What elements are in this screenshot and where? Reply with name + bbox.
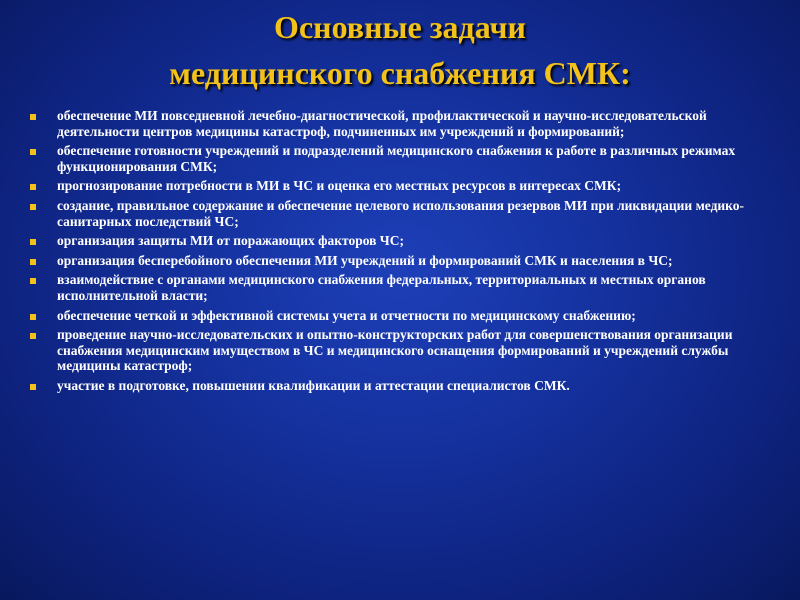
bullet-list — [0, 108, 800, 398]
square-bullet-icon — [30, 239, 36, 245]
slide-title-line-2: медицинского снабжения СМК: — [169, 55, 631, 91]
bullet-item — [0, 143, 800, 174]
bullet-text: взаимодействие с органами медицинского снабжения федеральных, территориальных и местных органов исполнительной власти; — [57, 272, 706, 303]
bullet-item — [0, 272, 800, 303]
bullet-text: создание, правильное содержание и обеспечение целевого использования резервов МИ при ликвидации медико-санитарных последствий ЧС; — [57, 197, 745, 229]
bullet-item — [0, 378, 800, 394]
bullet-text: прогнозирование потребности в МИ в ЧС и оценка его местных ресурсов в интересах СМК; — [57, 178, 622, 194]
bullet-text: организация бесперебойного обеспечения МИ учреждений и формирований СМК и населения в ЧС; — [57, 252, 673, 268]
bullet-text: организация защиты МИ от поражающих факторов ЧС; — [57, 233, 404, 249]
bullet-text: проведение научно-исследовательских и опытно-конструкторских работ для совершенствования организации снабжения медицинским имуществом в ЧС и медицинского оснащения формирований и учреждений службы медицины катастроф; — [57, 327, 733, 374]
bullet-item — [0, 233, 800, 249]
square-bullet-icon — [30, 384, 36, 390]
bullet-item — [0, 253, 800, 269]
bullet-text: обеспечение готовности учреждений и подразделений медицинского снабжения к работе в различных режимах функционирования СМК; — [57, 143, 736, 174]
square-bullet-icon — [30, 259, 36, 265]
bullet-item — [0, 308, 800, 324]
bullet-text: обеспечение МИ повседневной лечебно-диагностической, профилактической и научно-исследовательской деятельности центров медицины катастроф, подчиненных им учреждений и формирований; — [57, 108, 707, 139]
slide-title — [0, 4, 800, 96]
bullet-text: обеспечение четкой и эффективной системы учета и отчетности по медицинскому снабжению; — [57, 307, 636, 323]
square-bullet-icon — [30, 114, 36, 120]
square-bullet-icon — [30, 278, 36, 284]
bullet-item — [0, 327, 800, 374]
bullet-item — [0, 178, 800, 194]
bullet-text: участие в подготовке, повышении квалификации и аттестации специалистов СМК. — [57, 377, 570, 393]
square-bullet-icon — [30, 204, 36, 210]
bullet-item — [0, 108, 800, 139]
bullet-item — [0, 198, 800, 229]
square-bullet-icon — [30, 314, 36, 320]
slide-title-line-1: Основные задачи — [274, 9, 526, 45]
square-bullet-icon — [30, 149, 36, 155]
square-bullet-icon — [30, 184, 36, 190]
square-bullet-icon — [30, 333, 36, 339]
